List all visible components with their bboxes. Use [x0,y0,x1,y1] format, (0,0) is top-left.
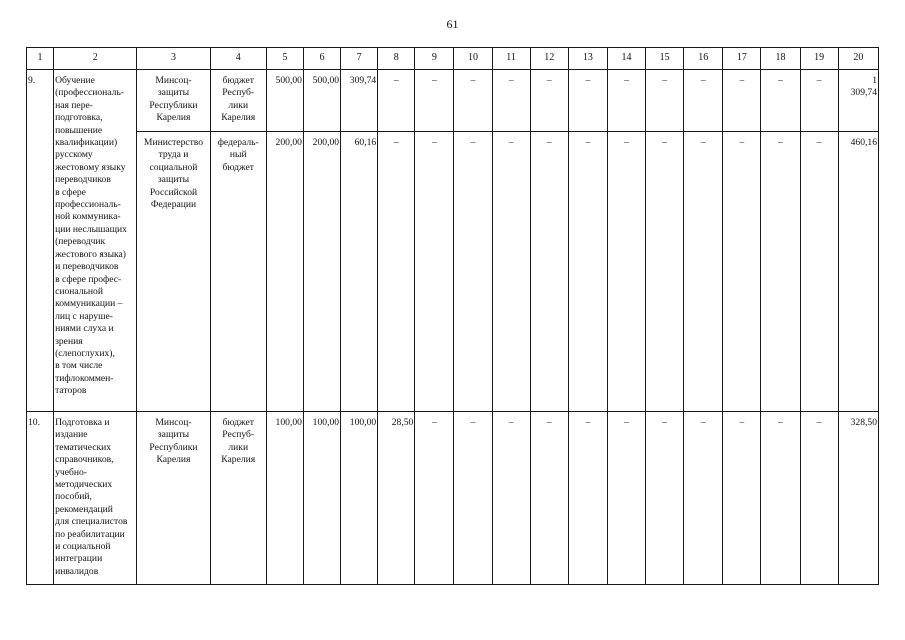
activity-name: Обучение (профессиональ- ная пере- подготовка, повышение квалификации) русскому жестовому языку переводчиков в сфере профессиональ- ной коммуника- ции неслышащих (переводчик жестового языка) и переводчиков в сфере профес- сиональной коммуникации – лиц с наруше- ниями слуха и зрения (слепоглухих), в том числе тифлокоммен- таторов [54,70,137,412]
row-number: 10. [27,412,54,585]
total-cell: 1 309,74 [838,70,878,132]
dash-cell: – [568,412,607,585]
value-cell: 309,74 [341,70,378,132]
total-cell: 460,16 [838,132,878,412]
header-cell: 5 [266,48,303,70]
dash-cell: – [492,412,530,585]
total-cell: 328,50 [838,412,878,585]
dash-cell: – [454,412,492,585]
header-cell: 15 [646,48,684,70]
header-cell: 3 [137,48,210,70]
dash-cell: – [415,412,454,585]
value-cell: – [378,132,415,412]
dash-cell: – [454,70,492,132]
header-cell: 2 [54,48,137,70]
dash-cell: – [800,132,838,412]
header-cell: 1 [27,48,54,70]
value-cell: 100,00 [303,412,340,585]
table-header-row [27,48,879,70]
dash-cell: – [492,132,530,412]
dash-cell: – [646,70,684,132]
header-cell: 14 [607,48,645,70]
value-cell: 500,00 [303,70,340,132]
value-cell: 100,00 [266,412,303,585]
executor-cell: Министерство труда и социальной защиты Российской Федерации [137,132,210,412]
page-number: 61 [446,17,459,31]
dash-cell: – [454,132,492,412]
header-cell: 17 [723,48,761,70]
dash-cell: – [607,132,645,412]
header-cell: 10 [454,48,492,70]
value-cell: 100,00 [341,412,378,585]
value-cell: 200,00 [303,132,340,412]
activity-name: Подготовка и издание тематических справочников, учебно- методических пособий, рекомендаций для специалистов по реабилитации и социальной интеграции инвалидов [54,412,137,585]
dash-cell: – [684,70,723,132]
funding-source-cell: бюджет Респуб- лики Карелия [210,412,266,585]
funding-source-cell: бюджет Респуб- лики Карелия [210,70,266,132]
dash-cell: – [684,132,723,412]
value-cell: 500,00 [266,70,303,132]
dash-cell: – [761,412,800,585]
dash-cell: – [607,412,645,585]
row-number: 9. [27,70,54,412]
dash-cell: – [723,132,761,412]
header-cell: 6 [303,48,340,70]
executor-cell: Минсоц- защиты Республики Карелия [137,412,210,585]
header-cell: 20 [838,48,878,70]
dash-cell: – [684,412,723,585]
header-cell: 11 [492,48,530,70]
dash-cell: – [415,70,454,132]
dash-cell: – [723,70,761,132]
budget-table [26,47,879,585]
dash-cell: – [646,132,684,412]
value-cell: 200,00 [266,132,303,412]
header-cell: 12 [530,48,568,70]
header-cell: 8 [378,48,415,70]
value-cell: 28,50 [378,412,415,585]
value-cell: 60,16 [341,132,378,412]
value-cell: – [378,70,415,132]
header-cell: 19 [800,48,838,70]
dash-cell: – [761,132,800,412]
header-cell: 13 [568,48,607,70]
table-row [27,132,879,412]
dash-cell: – [761,70,800,132]
dash-cell: – [800,412,838,585]
table-row [27,412,879,585]
funding-source-cell: федераль- ный бюджет [210,132,266,412]
dash-cell: – [568,132,607,412]
table-row [27,70,879,132]
header-cell: 16 [684,48,723,70]
dash-cell: – [607,70,645,132]
dash-cell: – [530,70,568,132]
header-cell: 4 [210,48,266,70]
executor-cell: Минсоц- защиты Республики Карелия [137,70,210,132]
header-cell: 18 [761,48,800,70]
dash-cell: – [492,70,530,132]
header-cell: 9 [415,48,454,70]
dash-cell: – [530,412,568,585]
dash-cell: – [723,412,761,585]
dash-cell: – [530,132,568,412]
dash-cell: – [800,70,838,132]
dash-cell: – [568,70,607,132]
header-cell: 7 [341,48,378,70]
dash-cell: – [646,412,684,585]
dash-cell: – [415,132,454,412]
